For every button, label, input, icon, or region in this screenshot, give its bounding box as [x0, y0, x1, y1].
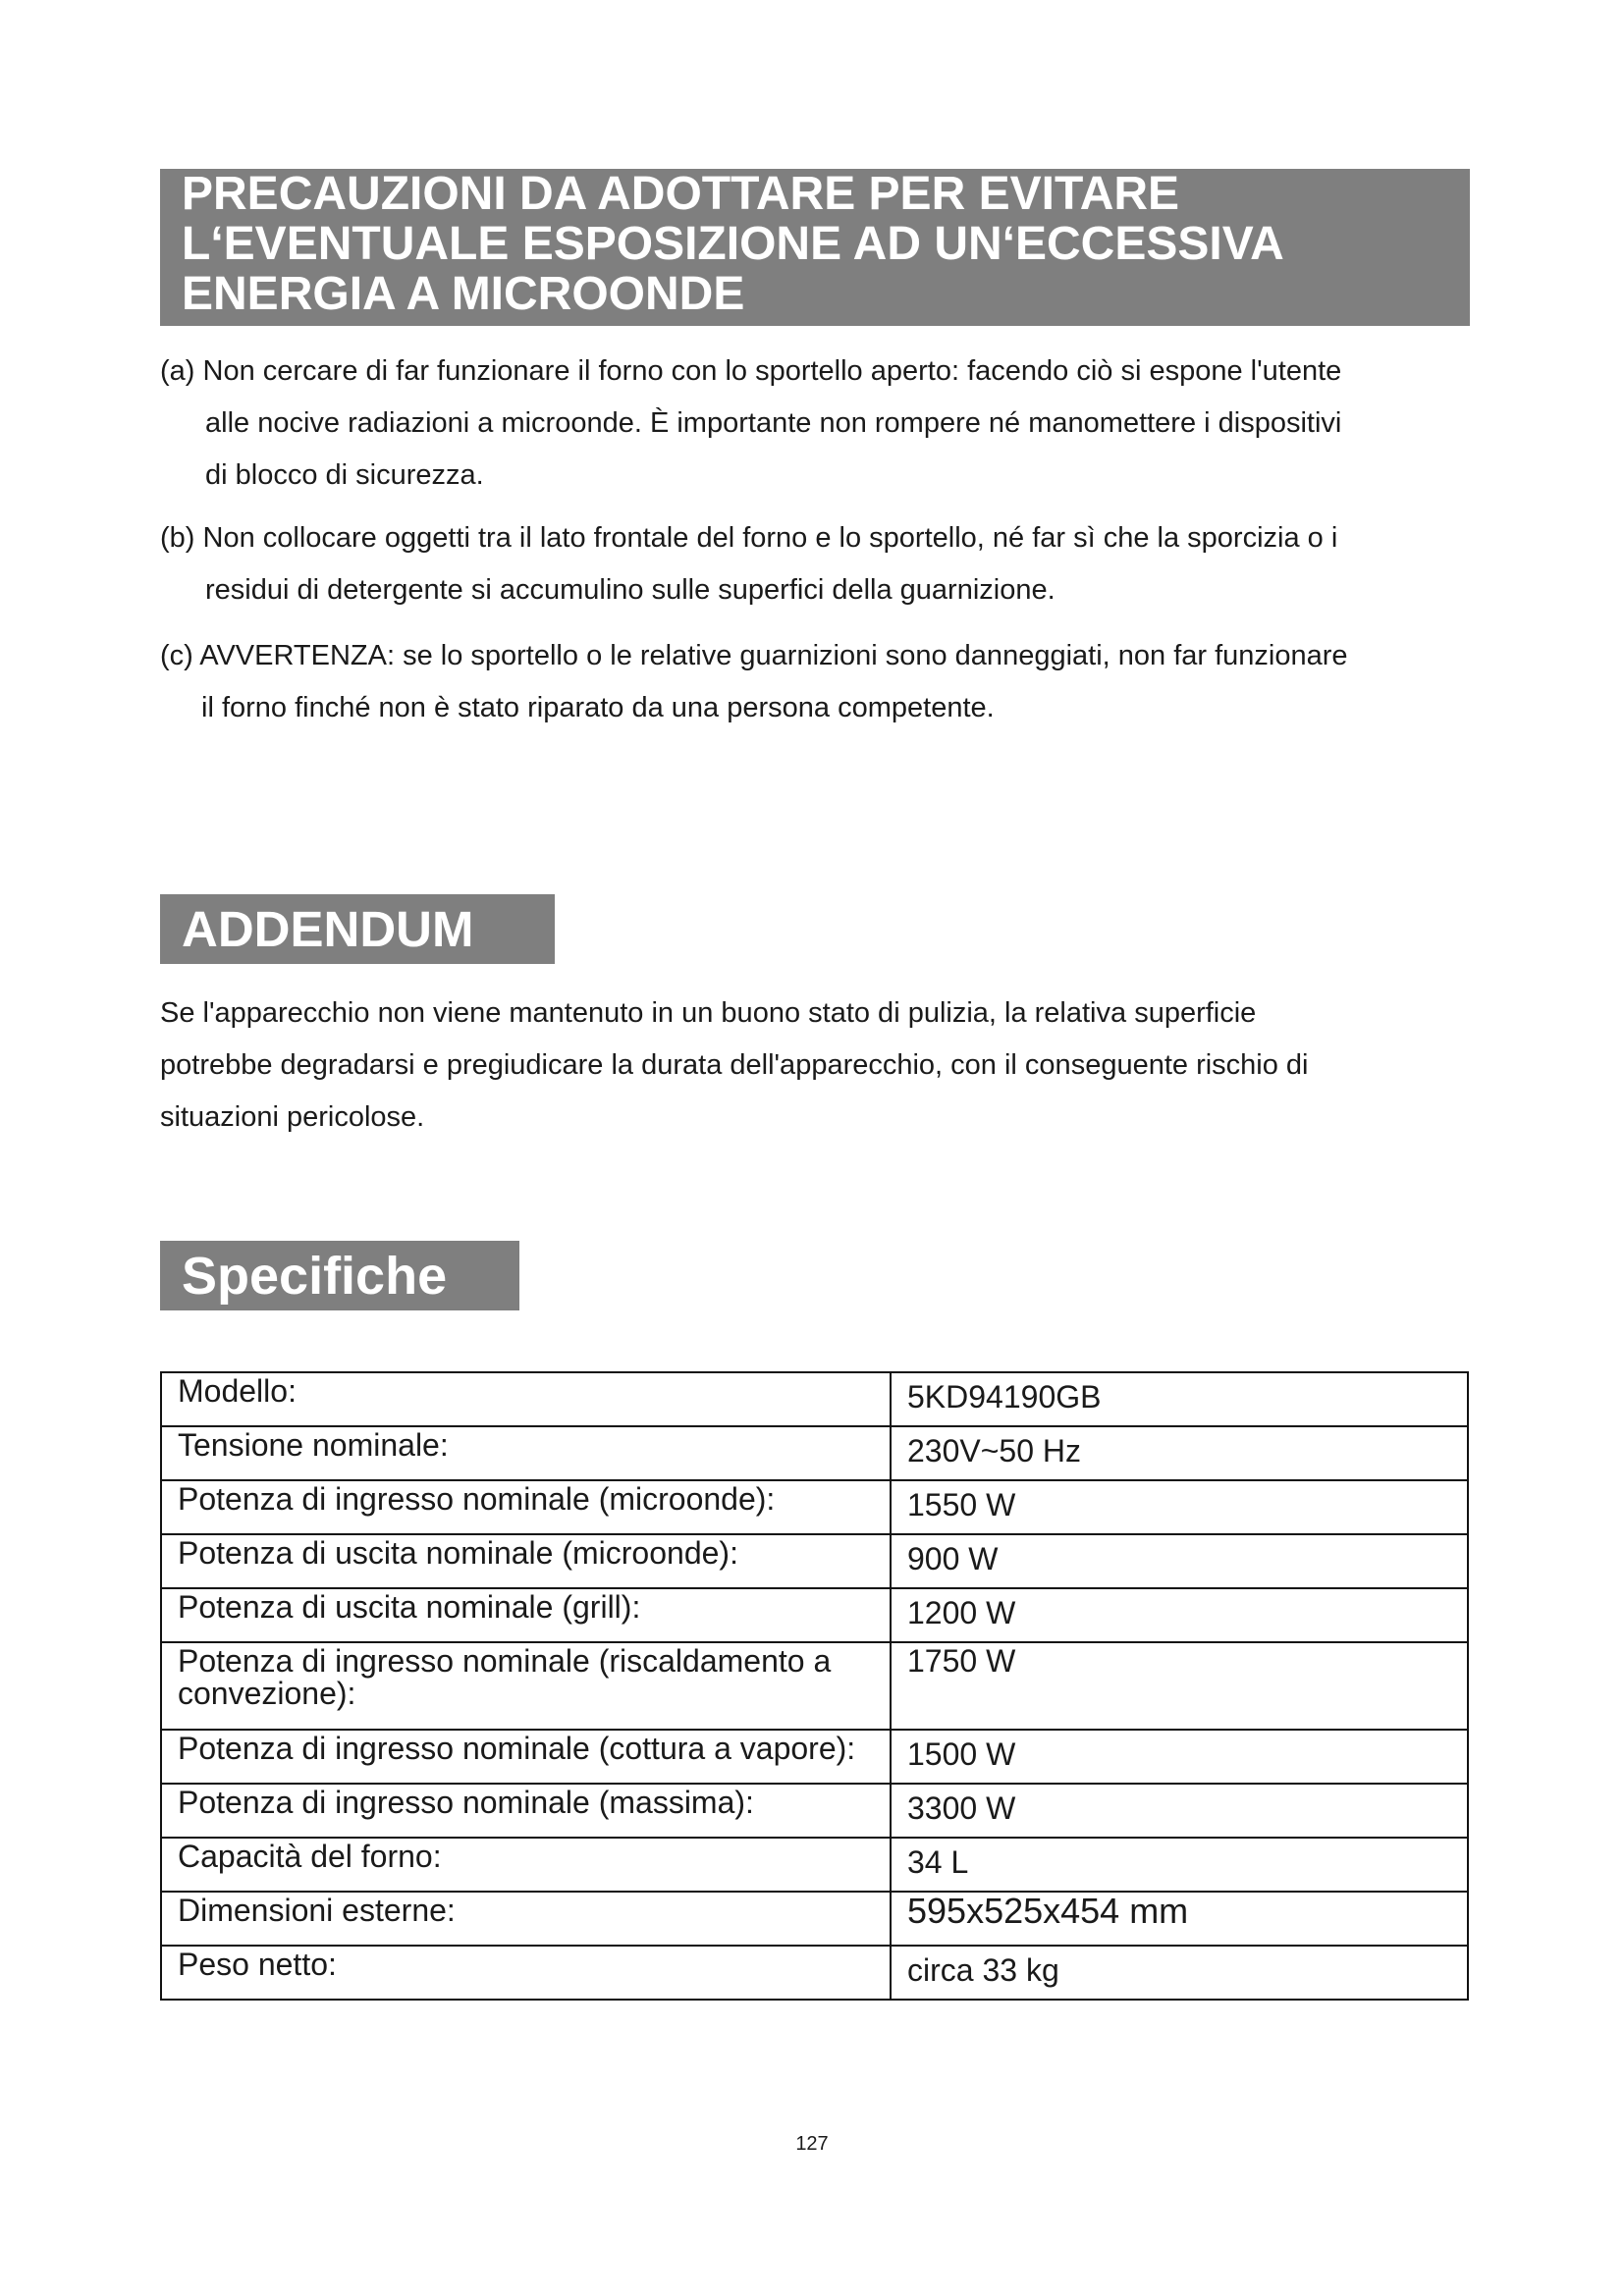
- precaution-item-c: [160, 630, 1348, 734]
- precautions-heading-line-1: PRECAUZIONI DA ADOTTARE PER EVITARE: [182, 168, 1180, 220]
- spec-value: 1550 W: [891, 1480, 1468, 1534]
- addendum-heading: ADDENDUM: [160, 894, 555, 964]
- spec-label: Capacità del forno:: [161, 1838, 891, 1892]
- precautions-heading-line-2: L‘EVENTUALE ESPOSIZIONE AD UN‘ECCESSIVA: [182, 218, 1284, 270]
- precaution-item-c-line-1: (c) AVVERTENZA: se lo sportello o le relative guarnizioni sono danneggiati, non far funzionare: [160, 640, 1348, 671]
- spec-value: circa 33 kg: [891, 1946, 1468, 2000]
- table-row: [161, 1730, 1468, 1784]
- precautions-heading: [160, 169, 1470, 326]
- spec-value: 5KD94190GB: [891, 1372, 1468, 1426]
- addendum-paragraph: [160, 988, 1309, 1144]
- precautions-heading-line-3: ENERGIA A MICROONDE: [182, 268, 745, 320]
- spec-value: 1750 W: [891, 1642, 1468, 1730]
- table-row: [161, 1892, 1468, 1946]
- table-row: [161, 1784, 1468, 1838]
- precaution-item-a-line-1: (a) Non cercare di far funzionare il forno con lo sportello aperto: facendo ciò si espone l'utente: [160, 355, 1342, 387]
- spec-label: Potenza di uscita nominale (microonde):: [161, 1534, 891, 1588]
- spec-label: Peso netto:: [161, 1946, 891, 2000]
- spec-label: Potenza di ingresso nominale (massima):: [161, 1784, 891, 1838]
- precaution-item-b: [160, 512, 1337, 616]
- table-row: [161, 1838, 1468, 1892]
- table-row: [161, 1946, 1468, 2000]
- precaution-item-a-line-3: di blocco di sicurezza.: [205, 459, 484, 491]
- spec-value: 34 L: [891, 1838, 1468, 1892]
- spec-value: 900 W: [891, 1534, 1468, 1588]
- spec-label: [161, 1642, 891, 1730]
- table-row: [161, 1588, 1468, 1642]
- spec-label: Modello:: [161, 1372, 891, 1426]
- spec-label: Potenza di ingresso nominale (microonde):: [161, 1480, 891, 1534]
- page-number: 127: [795, 2133, 829, 2155]
- spec-label: Tensione nominale:: [161, 1426, 891, 1480]
- spec-label: Potenza di uscita nominale (grill):: [161, 1588, 891, 1642]
- addendum-line-1: Se l'apparecchio non viene mantenuto in un buono stato di pulizia, la relativa superficie: [160, 997, 1257, 1029]
- addendum-line-3: situazioni pericolose.: [160, 1101, 425, 1133]
- addendum-line-2: potrebbe degradarsi e pregiudicare la durata dell'apparecchio, con il conseguente rischio di: [160, 1049, 1309, 1081]
- spec-label: Potenza di ingresso nominale (cottura a vapore):: [161, 1730, 891, 1784]
- spec-label-line-1: Potenza di ingresso nominale (riscaldamento a: [178, 1643, 832, 1679]
- spec-value: 595x525x454 mm: [891, 1892, 1468, 1946]
- spec-value: 1500 W: [891, 1730, 1468, 1784]
- specs-heading: Specifiche: [160, 1241, 519, 1310]
- table-row: [161, 1534, 1468, 1588]
- table-row: [161, 1642, 1468, 1730]
- table-row: [161, 1480, 1468, 1534]
- spec-table: [160, 1371, 1469, 2001]
- precaution-item-a: [160, 346, 1341, 502]
- spec-value: 3300 W: [891, 1784, 1468, 1838]
- spec-label-line-2: convezione):: [178, 1676, 356, 1711]
- table-row: [161, 1372, 1468, 1426]
- precaution-item-b-line-1: (b) Non collocare oggetti tra il lato frontale del forno e lo sportello, né far sì che la sporcizia o i: [160, 522, 1338, 554]
- spec-value: 1200 W: [891, 1588, 1468, 1642]
- spec-value: 230V~50 Hz: [891, 1426, 1468, 1480]
- precaution-item-a-line-2: alle nocive radiazioni a microonde. È importante non rompere né manomettere i dispositivi: [205, 407, 1342, 439]
- table-row: [161, 1426, 1468, 1480]
- precaution-item-b-line-2: residui di detergente si accumulino sulle superfici della guarnizione.: [205, 574, 1056, 606]
- precaution-item-c-line-2: il forno finché non è stato riparato da una persona competente.: [201, 692, 995, 723]
- spec-label: Dimensioni esterne:: [161, 1892, 891, 1946]
